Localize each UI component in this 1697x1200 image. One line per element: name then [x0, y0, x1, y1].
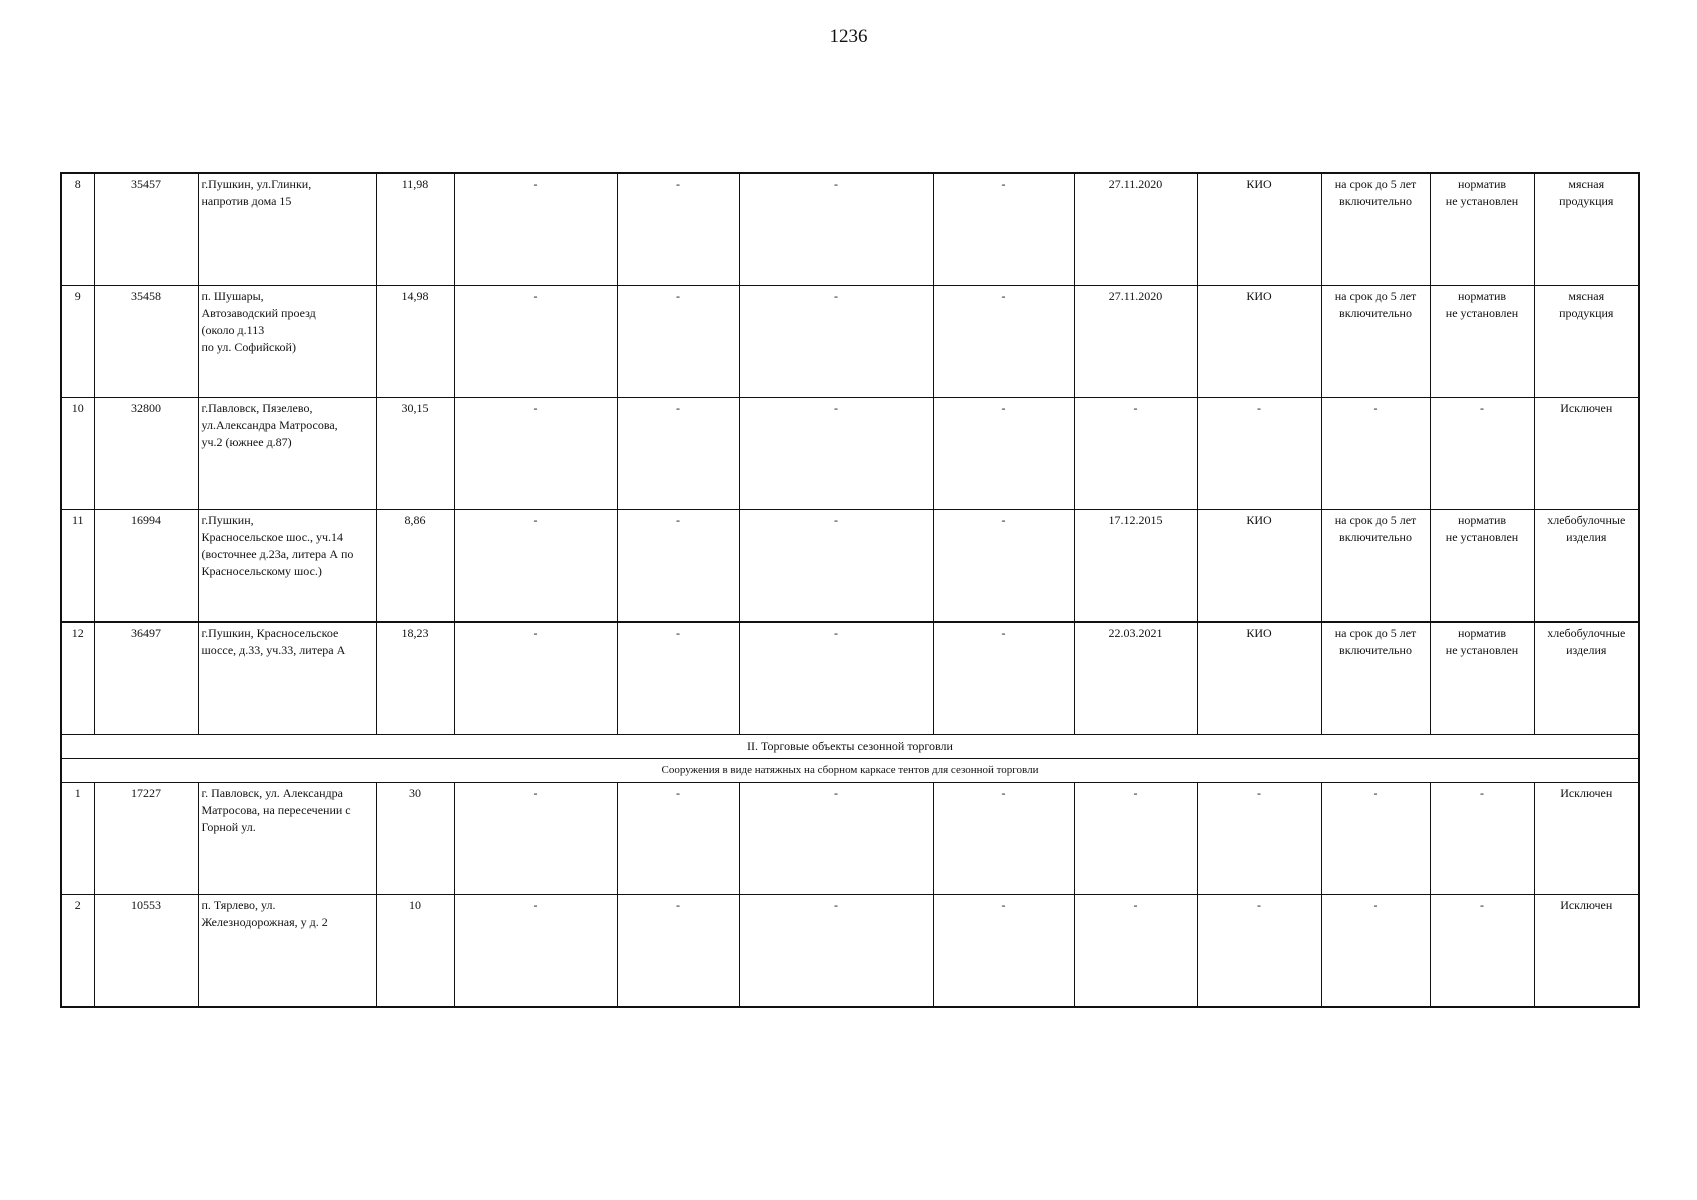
cell-address-line: г. Павловск, ул. Александра [201, 786, 343, 800]
cell-col6: - [617, 895, 739, 1008]
cell-col5: - [454, 622, 617, 735]
cell-norm-line: норматив [1457, 626, 1507, 640]
cell-col7: - [739, 895, 933, 1008]
cell-org: - [1197, 895, 1321, 1008]
cell-norm [1430, 286, 1534, 398]
cell-id: 10553 [94, 895, 198, 1008]
cell-col7: - [739, 622, 933, 735]
cell-term-line: включительно [1339, 194, 1412, 208]
cell-term-line: - [1373, 898, 1378, 912]
cell-date: 22.03.2021 [1074, 622, 1197, 735]
cell-date: 17.12.2015 [1074, 510, 1197, 623]
cell-specialization [1534, 622, 1639, 735]
cell-col7: - [739, 510, 933, 623]
cell-col7: - [739, 286, 933, 398]
cell-specialization [1534, 510, 1639, 623]
cell-address [198, 286, 376, 398]
cell-specialization-line: продукция [1559, 306, 1614, 320]
cell-term [1321, 173, 1430, 286]
cell-term-line: включительно [1339, 306, 1412, 320]
subsection-row [61, 759, 1639, 783]
cell-specialization [1534, 173, 1639, 286]
cell-term-line: на срок до 5 лет [1334, 177, 1417, 191]
cell-address [198, 622, 376, 735]
cell-address-line: (восточнее д.23а, литера А по [201, 547, 354, 561]
cell-org: КИО [1197, 622, 1321, 735]
cell-address-line: Красносельское шос., уч.14 [201, 530, 344, 544]
cell-col8: - [933, 622, 1074, 735]
cell-term-line: включительно [1339, 643, 1412, 657]
cell-col8: - [933, 286, 1074, 398]
cell-org: КИО [1197, 510, 1321, 623]
cell-number: 8 [61, 173, 94, 286]
cell-col6: - [617, 398, 739, 510]
cell-col7: - [739, 783, 933, 895]
cell-col6: - [617, 510, 739, 623]
cell-address [198, 783, 376, 895]
table-row [61, 173, 1639, 286]
cell-number: 10 [61, 398, 94, 510]
rows-after [61, 783, 1639, 1008]
cell-norm [1430, 783, 1534, 895]
cell-address-line: шоссе, д.33, уч.33, литера А [201, 643, 346, 657]
cell-term-line: - [1373, 401, 1378, 415]
cell-norm-line: норматив [1457, 289, 1507, 303]
cell-term [1321, 398, 1430, 510]
cell-area: 18,23 [376, 622, 454, 735]
cell-address-line: Красносельскому шос.) [201, 564, 322, 578]
cell-address-line: Автозаводский проезд [201, 306, 316, 320]
cell-col8: - [933, 510, 1074, 623]
cell-specialization [1534, 783, 1639, 895]
cell-specialization-line: продукция [1559, 194, 1614, 208]
cell-col6: - [617, 173, 739, 286]
cell-address-line: ул.Александра Матросова, [201, 418, 338, 432]
cell-norm-line: - [1480, 898, 1484, 912]
cell-address [198, 398, 376, 510]
cell-term [1321, 510, 1430, 623]
cell-org: - [1197, 783, 1321, 895]
cell-org: КИО [1197, 286, 1321, 398]
cell-specialization [1534, 895, 1639, 1008]
cell-date: 27.11.2020 [1074, 286, 1197, 398]
cell-specialization-line: хлебобулочные [1547, 513, 1626, 527]
page-number: 1236 [829, 26, 868, 47]
cell-number: 11 [61, 510, 94, 623]
cell-term [1321, 895, 1430, 1008]
cell-norm-line: - [1480, 786, 1484, 800]
cell-specialization-line: мясная [1568, 177, 1605, 191]
cell-area: 14,98 [376, 286, 454, 398]
cell-norm [1430, 622, 1534, 735]
cell-id: 16994 [94, 510, 198, 623]
cell-term [1321, 783, 1430, 895]
cell-col7: - [739, 398, 933, 510]
cell-id: 35457 [94, 173, 198, 286]
cell-col5: - [454, 286, 617, 398]
subsection-title: Сооружения в виде натяжных на сборном каркасе тентов для сезонной торговли [61, 759, 1639, 783]
cell-address-line: г.Павловск, Пязелево, [201, 401, 313, 415]
cell-area: 30 [376, 783, 454, 895]
cell-address-line: г.Пушкин, [201, 513, 254, 527]
cell-address-line: п. Шушары, [201, 289, 264, 303]
cell-id: 17227 [94, 783, 198, 895]
cell-norm-line: норматив [1457, 513, 1507, 527]
cell-org: - [1197, 398, 1321, 510]
cell-address [198, 895, 376, 1008]
section-title: II. Торговые объекты сезонной торговли [61, 735, 1639, 759]
cell-address-line: г.Пушкин, Красносельское [201, 626, 339, 640]
cell-address-line: уч.2 (южнее д.87) [201, 435, 292, 449]
cell-specialization-line: мясная [1568, 289, 1605, 303]
cell-address [198, 510, 376, 623]
cell-address-line: (около д.113 [201, 323, 265, 337]
table-row [61, 783, 1639, 895]
cell-col8: - [933, 783, 1074, 895]
cell-norm-line: не установлен [1445, 194, 1519, 208]
cell-number: 1 [61, 783, 94, 895]
section-row [61, 735, 1639, 759]
cell-address-line: г.Пушкин, ул.Глинки, [201, 177, 312, 191]
rows-before [61, 173, 1639, 735]
section-block [61, 735, 1639, 783]
cell-date: - [1074, 398, 1197, 510]
cell-date: - [1074, 895, 1197, 1008]
cell-area: 10 [376, 895, 454, 1008]
cell-number: 12 [61, 622, 94, 735]
cell-address-line: напротив дома 15 [201, 194, 292, 208]
cell-term-line: включительно [1339, 530, 1412, 544]
cell-norm [1430, 510, 1534, 623]
cell-term [1321, 286, 1430, 398]
cell-date: - [1074, 783, 1197, 895]
cell-norm [1430, 173, 1534, 286]
table-row [61, 622, 1639, 735]
cell-norm-line: не установлен [1445, 643, 1519, 657]
cell-col6: - [617, 783, 739, 895]
cell-specialization-line: Исключен [1560, 786, 1613, 800]
cell-date: 27.11.2020 [1074, 173, 1197, 286]
table-row [61, 895, 1639, 1008]
cell-address-line: п. Тярлево, ул. [201, 898, 276, 912]
cell-specialization-line: изделия [1566, 530, 1607, 544]
cell-specialization [1534, 286, 1639, 398]
cell-norm [1430, 895, 1534, 1008]
cell-term-line: на срок до 5 лет [1334, 289, 1417, 303]
cell-norm-line: не установлен [1445, 530, 1519, 544]
cell-id: 35458 [94, 286, 198, 398]
cell-number: 2 [61, 895, 94, 1008]
cell-col5: - [454, 783, 617, 895]
cell-col7: - [739, 173, 933, 286]
cell-col8: - [933, 895, 1074, 1008]
cell-specialization-line: Исключен [1560, 401, 1613, 415]
table-row [61, 286, 1639, 398]
cell-area: 11,98 [376, 173, 454, 286]
table-row [61, 398, 1639, 510]
cell-address-line: Железнодорожная, у д. 2 [201, 915, 328, 929]
cell-specialization-line: хлебобулочные [1547, 626, 1626, 640]
cell-col5: - [454, 398, 617, 510]
cell-term [1321, 622, 1430, 735]
cell-term-line: на срок до 5 лет [1334, 626, 1417, 640]
cell-address-line: Горной ул. [201, 820, 256, 834]
cell-col8: - [933, 398, 1074, 510]
cell-specialization-line: изделия [1566, 643, 1607, 657]
registry-table [60, 172, 1640, 1008]
cell-id: 32800 [94, 398, 198, 510]
cell-specialization [1534, 398, 1639, 510]
cell-col5: - [454, 895, 617, 1008]
cell-area: 30,15 [376, 398, 454, 510]
cell-org: КИО [1197, 173, 1321, 286]
cell-norm-line: - [1480, 401, 1484, 415]
cell-col5: - [454, 173, 617, 286]
cell-area: 8,86 [376, 510, 454, 623]
cell-col8: - [933, 173, 1074, 286]
cell-address [198, 173, 376, 286]
cell-term-line: - [1373, 786, 1378, 800]
cell-id: 36497 [94, 622, 198, 735]
cell-col6: - [617, 286, 739, 398]
cell-specialization-line: Исключен [1560, 898, 1613, 912]
cell-norm-line: не установлен [1445, 306, 1519, 320]
cell-norm [1430, 398, 1534, 510]
cell-col6: - [617, 622, 739, 735]
cell-norm-line: норматив [1457, 177, 1507, 191]
cell-address-line: по ул. Софийской) [201, 340, 296, 354]
cell-col5: - [454, 510, 617, 623]
cell-address-line: Матросова, на пересечении с [201, 803, 351, 817]
cell-number: 9 [61, 286, 94, 398]
cell-term-line: на срок до 5 лет [1334, 513, 1417, 527]
table-row [61, 510, 1639, 623]
